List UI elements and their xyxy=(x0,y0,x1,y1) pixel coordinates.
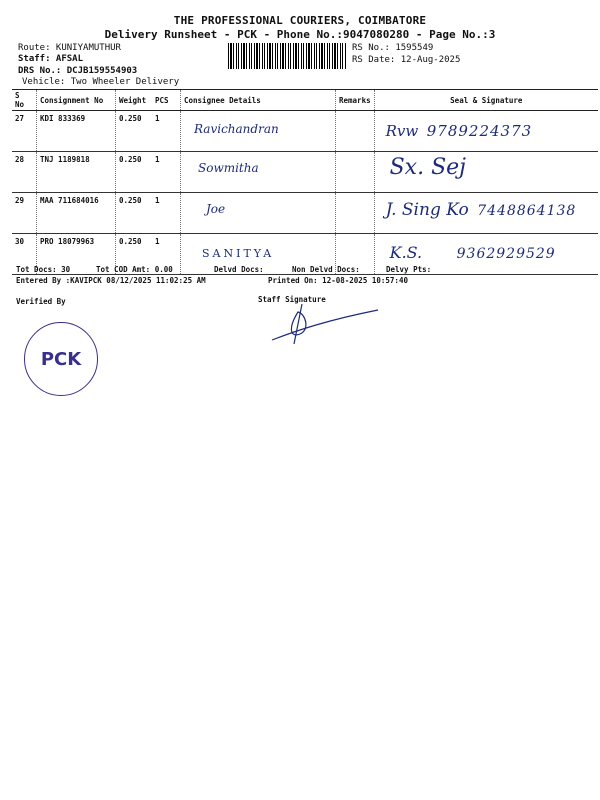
staff-signature-label: Staff Signature xyxy=(258,295,326,304)
staff-label: Staff: AFSAL xyxy=(18,54,84,64)
total-cod: Tot COD Amt: 0.00 xyxy=(96,265,173,274)
consignee-handwriting: Sowmitha xyxy=(198,161,259,175)
cell-pcs: 1 xyxy=(152,111,181,152)
cell-remarks xyxy=(336,111,375,152)
consignee-handwriting: Ravichandran xyxy=(194,122,279,136)
cell-signature xyxy=(374,152,598,193)
signature-handwriting: 9789224373 xyxy=(426,122,533,140)
cell-consignment: MAA 711684016 xyxy=(37,193,116,234)
table-row xyxy=(12,193,598,234)
cell-weight: 0.250 xyxy=(116,234,153,275)
non-delivered-docs: Non Delvd Docs: xyxy=(292,265,360,274)
cell-weight: 0.250 xyxy=(116,152,153,193)
cell-consignee xyxy=(181,193,336,234)
cell-signature: J. Sing Ko 7448864138 xyxy=(374,193,598,234)
col-pcs: PCS xyxy=(152,90,181,111)
rs-date: RS Date: 12-Aug-2025 xyxy=(352,55,461,65)
cell-sno: 29 xyxy=(12,193,37,234)
pck-stamp: PCK xyxy=(24,322,98,396)
cell-remarks xyxy=(336,152,375,193)
signature-handwriting: Sx. Sej xyxy=(389,155,466,180)
col-weight: Weight xyxy=(116,90,153,111)
drs-label: DRS No.: DCJB159554903 xyxy=(18,66,138,76)
table-header-row xyxy=(12,90,598,111)
consignee-handwriting: Joe xyxy=(206,202,226,216)
rs-number: RS No.: 1595549 xyxy=(352,43,434,53)
cell-pcs: 1 xyxy=(152,193,181,234)
route-label: Route: KUNIYAMUTHUR xyxy=(18,43,121,53)
cell-signature: Rvw 9789224373 xyxy=(374,111,598,152)
signature-handwriting: 9362929529 xyxy=(456,246,556,262)
runsheet-title: Delivery Runsheet - PCK - Phone No.:9047080280 - Page No.:3 xyxy=(104,28,496,41)
company-title: THE PROFESSIONAL COURIERS, COIMBATORE xyxy=(173,14,427,27)
delivery-points: Delvy Pts: xyxy=(386,265,432,274)
vehicle-label: Vehicle: Two Wheeler Delivery xyxy=(22,77,180,87)
cell-consignment: KDI 833369 xyxy=(37,111,116,152)
printed-on: Printed On: 12-08-2025 10:57:40 xyxy=(268,276,408,285)
cell-pcs: 1 xyxy=(152,152,181,193)
verified-by-label: Verified By xyxy=(16,297,66,306)
col-signature: Seal & Signature xyxy=(374,90,598,111)
table-row xyxy=(12,152,598,193)
cell-pcs: 1 xyxy=(152,234,181,275)
cell-sno: 30 xyxy=(12,234,37,275)
table-row xyxy=(12,111,598,152)
cell-consignee xyxy=(181,152,336,193)
cell-weight: 0.250 xyxy=(116,111,153,152)
barcode xyxy=(228,43,346,69)
col-sno: S No xyxy=(12,90,37,111)
cell-consignment: TNJ 1189818 xyxy=(37,152,116,193)
col-consignment: Consignment No xyxy=(37,90,116,111)
cell-consignee xyxy=(181,111,336,152)
col-remarks: Remarks xyxy=(336,90,375,111)
total-docs: Tot Docs: 30 xyxy=(16,265,71,274)
entered-by: Entered By :KAVIPCK 08/12/2025 11:02:25 AM xyxy=(16,276,206,285)
cell-consignment: PRO 18079963 xyxy=(37,234,116,275)
cell-signature: K.S. 9362929529 xyxy=(374,234,598,275)
signature-handwriting: 7448864138 xyxy=(477,203,577,219)
consignee-handwriting: SANITYA xyxy=(202,247,275,260)
col-consignee: Consignee Details xyxy=(181,90,336,111)
cell-sno: 27 xyxy=(12,111,37,152)
runsheet-table xyxy=(12,89,598,275)
staff-signature-mark xyxy=(268,300,388,350)
cell-remarks xyxy=(336,193,375,234)
delivered-docs: Delvd Docs: xyxy=(214,265,264,274)
cell-sno: 28 xyxy=(12,152,37,193)
cell-weight: 0.250 xyxy=(116,193,153,234)
